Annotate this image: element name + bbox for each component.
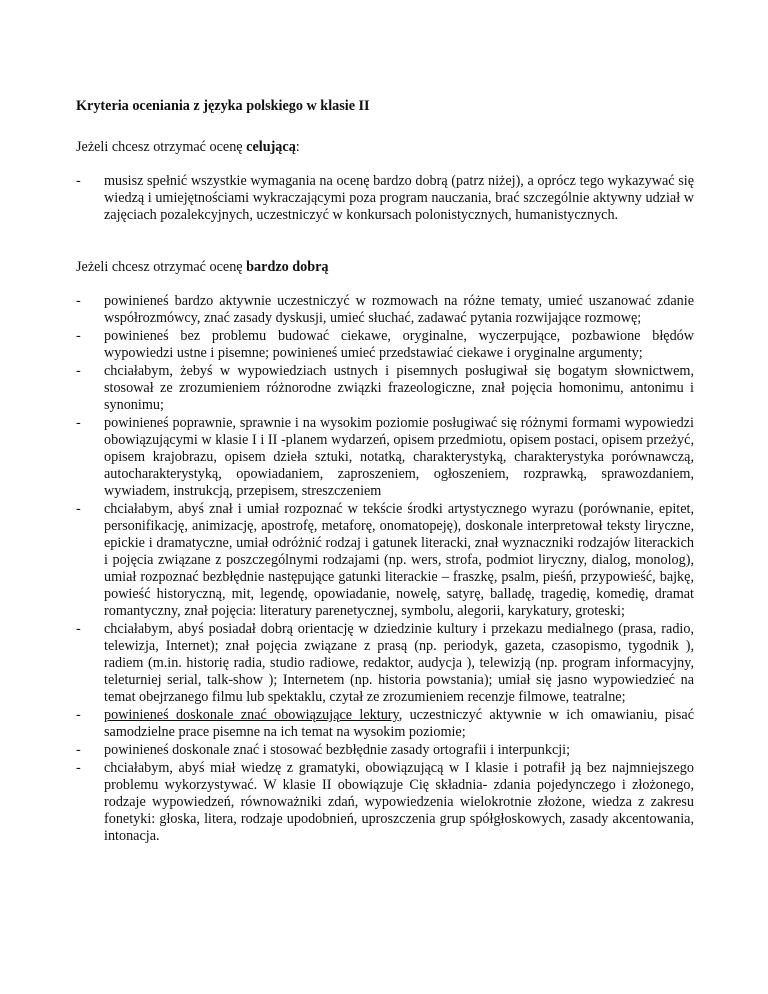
list-item-text: powinieneś doskonale znać i stosować bezbłędnie zasady ortografii i interpunkcji; (104, 742, 571, 758)
bullet-dash: - (76, 293, 81, 309)
list-item (76, 501, 694, 620)
list-item (76, 293, 694, 327)
section-bardzo-dobra-intro (76, 259, 329, 276)
bullet-dash: - (76, 742, 81, 758)
bullet-dash: - (76, 501, 81, 517)
intro-text: Jeżeli chcesz otrzymać ocenę (76, 139, 247, 155)
list-item (76, 621, 694, 706)
underlined-phrase: powinieneś doskonale znać obowiązujące lektury (104, 707, 399, 723)
list-item-text: powinieneś poprawnie, sprawnie i na wysokim poziomie posługiwać się różnymi formami wypowiedzi obowiązującymi w klasie I i II -planem wydarzeń, opisem przedmiotu, opisem postaci, opisem przeżyć, opisem krajobrazu, opisem dzieła sztuki, notatką, charakterystyką, charakterystyka porównawczą, autocharakterystyką, opowiadaniem, zaproszeniem, ogłoszeniem, rozprawką, sprawozdaniem, wywiadem, instrukcją, przepisem, streszczeniem (104, 415, 694, 499)
list-item-text: powinieneś bardzo aktywnie uczestniczyć w rozmowach na różne tematy, umieć uszanować zdanie współrozmówcy, znać zasady dyskusji, umieć słuchać, zadawać pytania rozwijające rozmowę; (104, 293, 694, 326)
bullet-dash: - (76, 707, 81, 723)
section-celujaca-list (76, 173, 694, 225)
list-item-text: chciałabym, abyś znał i umiał rozpoznać w tekście środki artystycznego wyrazu (porównanie, epitet, personifikację, animizację, apostrofę, metaforę, onomatopeję), doskonale interpretował teksty liryczne, epickie i dramatyczne, umiał odróżnić rodzaj i gatunek literacki, znał wyznaczniki rodzajów literackich i pojęcia związane z poszczególnymi rodzajami (np. wers, strofa, podmiot liryczny, dialog, monolog), umiał rozpoznać bezbłędnie następujące gatunki literackie – fraszkę, psalm, pieśń, przypowieść, bajkę, powieść historyczną, mit, legendę, opowiadanie, nowelę, satyrę, balladę, tragedię, komedię, dramat romantyczny, znał pojęcia: literatury parenetycznej, symbolu, alegorii, karykatury, groteski; (104, 501, 694, 619)
intro-suffix: : (295, 139, 300, 155)
list-item (76, 328, 694, 362)
page-title: Kryteria oceniania z języka polskiego w klasie II (76, 98, 370, 114)
list-item (76, 707, 694, 741)
list-item-text: powinieneś bez problemu budować ciekawe, oryginalne, wyczerpujące, pozbawione błędów wypowiedzi ustne i pisemne; powinieneś umieć przedstawiać ciekawe i oryginalne argumenty; (104, 328, 694, 361)
list-item-text: chciałabym, żebyś w wypowiedziach ustnych i pisemnych posługiwał się bogatym słownictwem, stosował ze zrozumieniem różnorodne związki frazeologiczne, znał pojęcia homonimu, antonimu i synonimu; (104, 363, 694, 413)
bullet-dash: - (76, 363, 81, 379)
list-item (76, 173, 694, 224)
list-item-text-lektury: powinieneś doskonale znać obowiązujące lektury, uczestniczyć aktywnie w ich omawianiu, pisać samodzielne prace pisemne na ich temat na wysokim poziomie; (104, 707, 694, 740)
list-item (76, 742, 694, 759)
list-item-text: chciałabym, abyś miał wiedzę z gramatyki, obowiązującą w I klasie i potrafił ją bez najmniejszego problemu wykorzystywać. W klasie II obowiązuje Cię składnia- zdania pojedynczego i złożonego, rodzaje wypowiedzeń, równoważniki zdań, wypowiedzenia wielokrotnie złożone, wiedza z zakresu fonetyki: głoska, litera, rodzaje upodobnień, uproszczenia grup spółgłoskowych, zasady akcentowania, intonacja. (104, 760, 694, 844)
bullet-dash: - (76, 328, 81, 344)
intro-text: Jeżeli chcesz otrzymać ocenę (76, 259, 247, 275)
bullet-dash: - (76, 173, 81, 189)
list-item (76, 363, 694, 414)
list-item-text: musisz spełnić wszystkie wymagania na ocenę bardzo dobrą (patrz niżej), a oprócz tego wykazywać się wiedzą i umiejętnościami wykraczającymi poza program nauczania, brać szczególnie aktywny udział w zajęciach pozalekcyjnych, uczestniczyć w konkursach polonistycznych, humanistycznych. (104, 173, 694, 223)
section-bardzo-dobra-list (76, 293, 694, 846)
grade-name: bardzo dobrą (246, 259, 329, 275)
list-item (76, 415, 694, 500)
bullet-dash: - (76, 415, 81, 431)
section-celujaca-intro (76, 139, 300, 156)
bullet-dash: - (76, 621, 81, 637)
list-item-text: chciałabym, abyś posiadał dobrą orientację w dziedzinie kultury i przekazu medialnego (prasa, radio, telewizja, Internet); znał pojęcia związane z prasą (np. periodyk, gazeta, czasopismo, tygodnik ), radiem (m.in. historię radia, studio radiowe, redaktor, audycja ), telewizją (np. program informacyjny, teleturniej serial, talk-show ); Internetem (np. historia powstania); umiał się jasno wypowiedzieć na temat obejrzanego filmu lub spektaklu, czytał ze zrozumieniem recenzje filmowe, teatralne; (104, 621, 694, 705)
bullet-dash: - (76, 760, 81, 776)
list-item (76, 760, 694, 845)
grade-name: celującą (246, 139, 296, 155)
